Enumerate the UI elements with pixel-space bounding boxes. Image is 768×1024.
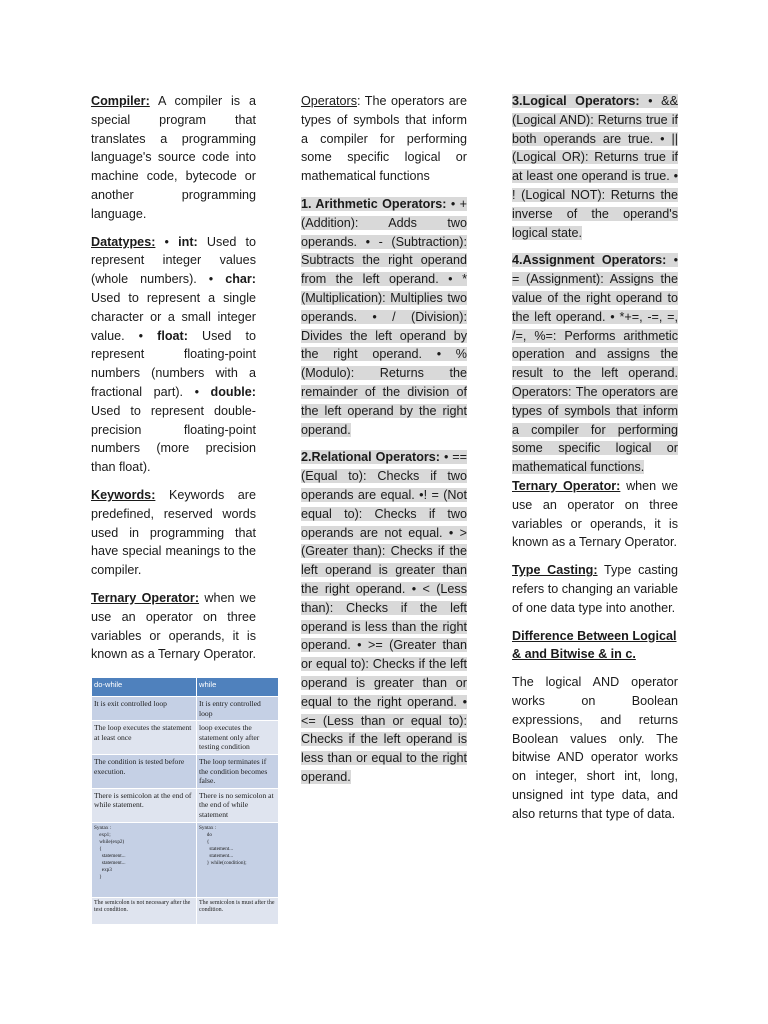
table-cell: There is semicolon at the end of while statement. (92, 788, 197, 822)
arithmetic-text: • + (Addition): Adds two operands. • - (Subtraction): Subtracts the right operand from the left operand. • * (Multiplication): Multiplies two operands. • / (Division): Divides the left operand by the right operand. • % (Modulo): Returns the remainder of the division of the left operand by the right operand. (301, 196, 467, 437)
operators-heading: Operators (301, 94, 357, 108)
column-middle (301, 92, 467, 796)
table-row (92, 697, 279, 721)
table-row (92, 897, 279, 924)
table-header-row (92, 678, 279, 697)
table-cell: There is no semicolon at the end of while statement (197, 788, 279, 822)
typecasting-text: Type casting refers to changing an variable of one data type into another. (512, 563, 678, 615)
keywords-paragraph (91, 486, 256, 580)
datatype-char-text: Used to represent a single character or a small integer value. • (91, 290, 256, 343)
ternary-text-right: when we use an operator on three variables or operands, it is known as a Ternary Operator. (512, 478, 678, 550)
datatype-int-text: Used to represent integer values (whole numbers). • (91, 234, 256, 287)
difference-heading: Difference Between Logical & and Bitwise & in c. (512, 628, 677, 662)
relational-text: • == (Equal to): Checks if two operands are equal. •! = (Not equal to): Checks if two operands are not equal. • > (Greater than): Checks if the left operand is greater than the right operand. • < (Less than): Checks if the left operand is less than the right operand. • >= (Greater than or equal to): Checks if the left operand is greater than or equal to the right operand. • <= (Less than or equal to): Checks if the left operand is less than or equal to the right operand. (301, 450, 467, 784)
assignment-text: • = (Assignment): Assigns the value of the right operand to the left operand. • *+=, -=, =, /=, %=: Performs arithmetic operation and assigns the result to the left operand. Operators: The operators are types of symbols that inform a compiler for performing some specific logical or mathematical functions. (512, 253, 678, 475)
table-header-cell: do-while (92, 678, 197, 697)
typecasting-paragraph (512, 561, 678, 617)
table-cell: loop executes the statement only after testing condition (197, 721, 279, 755)
logical-paragraph (512, 92, 678, 242)
assignment-heading: 4.Assignment Operators: (512, 253, 667, 268)
table-cell: It is exit controlled loop (92, 697, 197, 721)
datatype-double-text: Used to represent double-precision floating-point numbers (more precision than float). (91, 403, 256, 475)
relational-heading: 2.Relational Operators: (301, 450, 441, 465)
ternary-paragraph (91, 589, 256, 664)
datatype-char-label: char: (225, 272, 256, 287)
compiler-paragraph (91, 92, 256, 224)
datatype-float-label: float: (157, 328, 188, 343)
syntax-text: Syntax : exp1; while(exp2) { statement... statement... exp3 } (94, 824, 126, 880)
operators-paragraph (301, 92, 467, 186)
table-row (92, 721, 279, 755)
datatype-double-label: double: (210, 384, 256, 399)
difference-paragraph: The logical AND operator works on Boolean expressions, and returns Boolean values only. The bitwise AND operator works on integer, short int, long, unsigned int type data, and also returns that type of data. (512, 675, 678, 821)
relational-paragraph (301, 448, 467, 786)
keywords-heading: Keywords: (91, 487, 156, 502)
arithmetic-paragraph (301, 195, 467, 439)
logical-text: • && (Logical AND): Returns true if both operands are true. • || (Logical OR): Returns true if at least one operand is true. • ! (Logical NOT): Returns the inverse of the operand's logical state. (512, 94, 678, 240)
compiler-text: A compiler is a special program that translates a programming language's source code into machine code, bytecode or another programming language. (91, 94, 256, 221)
typecasting-heading: Type Casting: (512, 563, 598, 578)
table-cell: The loop terminates if the condition becomes false. (197, 754, 279, 788)
keywords-text: Keywords are predefined, reserved words used in programming that have special meanings to the compiler. (91, 487, 256, 578)
table-cell: The loop executes the statement at least once (92, 721, 197, 755)
ternary-text: when we use an operator on three variables or operands, it is known as a Ternary Operator. (91, 590, 256, 662)
datatype-float-text: Used to represent floating-point numbers (numbers with a fractional part). • (91, 328, 257, 399)
difference-heading-paragraph (512, 627, 678, 665)
table-cell (92, 822, 197, 897)
column-left (91, 92, 256, 673)
ternary-heading-right: Ternary Operator: (512, 478, 621, 493)
datatypes-paragraph: Datatypes: • int: Used to represent integer values (whole numbers). • char: Used to represent a single character or a small integer value. • float: Used to represent floating-point numbers (numbers with a fractional part). • double: Used to represent double-precision floating-point numbers (more precision than float). (91, 234, 257, 475)
assignment-paragraph (512, 251, 678, 477)
table-row (92, 822, 279, 897)
table-row (92, 754, 279, 788)
ternary-paragraph-right (512, 477, 678, 552)
syntax-text: Syntax : do { statement... statement... } while(condition); (199, 824, 247, 866)
table-cell: It is entry controlled loop (197, 697, 279, 721)
table-cell: The condition is tested before execution. (92, 754, 197, 788)
table-row (92, 788, 279, 822)
do-while-vs-while-table-image (91, 677, 279, 914)
compiler-heading: Compiler: (91, 94, 150, 108)
logical-heading: 3.Logical Operators: (512, 94, 640, 108)
ternary-heading: Ternary Operator: (91, 590, 200, 605)
table-cell: The semicolon is must after the condition. (197, 897, 279, 924)
column-right (512, 92, 678, 832)
operators-text: : The operators are types of symbols that inform a compiler for performing some specific logical or mathematical functions (301, 94, 467, 184)
arithmetic-heading: 1. Arithmetic Operators: (301, 196, 447, 211)
datatypes-heading: Datatypes: (91, 234, 156, 249)
comparison-table (91, 677, 279, 925)
table-cell: The semicolon is not necessary after the test condition. (92, 897, 197, 924)
datatype-int-label: int: (178, 234, 198, 249)
table-cell (197, 822, 279, 897)
table-header-cell: while (197, 678, 279, 697)
